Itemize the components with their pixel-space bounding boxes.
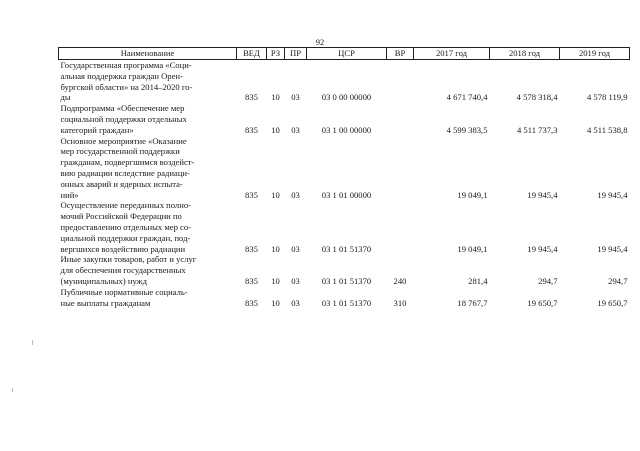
cell-2019: 19 945,4 bbox=[597, 189, 628, 200]
header-vr: ВР bbox=[387, 48, 414, 60]
name-line: бургской области» на 2014–2020 го- bbox=[60, 81, 193, 92]
cell-2017: 19 049,1 bbox=[457, 243, 488, 254]
table-row bbox=[59, 254, 630, 286]
cell-csr: 03 1 01 51370 bbox=[321, 297, 372, 308]
name-line: ний» bbox=[60, 189, 79, 200]
table-row bbox=[59, 200, 630, 254]
name-line: вергшихся воздействию радиации bbox=[60, 243, 186, 254]
cell-csr: 03 1 01 51370 bbox=[321, 243, 372, 254]
cell-2019: 4 578 119,9 bbox=[586, 92, 628, 103]
table-row bbox=[59, 103, 630, 135]
cell-rz: 10 bbox=[271, 243, 280, 254]
table-row bbox=[59, 136, 630, 201]
cell-name bbox=[59, 60, 237, 104]
cell-pr: 03 bbox=[291, 124, 300, 135]
cell-2019: 294,7 bbox=[608, 275, 628, 286]
name-line: вию радиации вследствие радиаци- bbox=[60, 167, 190, 178]
cell-ved: 835 bbox=[245, 124, 258, 135]
cell-2018: 19 945,4 bbox=[527, 189, 558, 200]
name-line: Государственная программа «Соци- bbox=[60, 60, 192, 70]
name-line: Подпрограмма «Обеспечение мер bbox=[60, 103, 185, 114]
name-line: Основное мероприятие «Оказание bbox=[60, 135, 187, 146]
cell-csr: 03 1 00 00000 bbox=[321, 124, 372, 135]
cell-rz: 10 bbox=[271, 189, 280, 200]
cell-rz: 10 bbox=[271, 92, 280, 103]
cell-ved: 835 bbox=[245, 275, 258, 286]
cell-2017: 4 599 383,5 bbox=[446, 124, 488, 135]
cell-2018: 19 945,4 bbox=[527, 243, 558, 254]
header-name: Наименование bbox=[59, 48, 237, 60]
cell-2017: 4 671 740,4 bbox=[446, 92, 488, 103]
cell-2018: 294,7 bbox=[538, 275, 558, 286]
cell-ved: 835 bbox=[245, 92, 258, 103]
cell-ved: 835 bbox=[245, 189, 258, 200]
table-row bbox=[59, 60, 630, 104]
name-line: Иные закупки товаров, работ и услуг bbox=[60, 254, 197, 265]
cell-pr: 03 bbox=[291, 297, 300, 308]
header-2017: 2017 год bbox=[414, 48, 490, 60]
cell-ved: 835 bbox=[245, 297, 258, 308]
name-line: социальной поддержки отдельных bbox=[60, 113, 187, 124]
name-line: (муниципальных) нужд bbox=[60, 275, 147, 286]
name-line: Осуществление переданных полно- bbox=[60, 200, 191, 211]
cell-vr bbox=[387, 200, 414, 254]
name-line: циальной поддержки граждан, под- bbox=[60, 232, 191, 243]
cell-name bbox=[59, 136, 237, 201]
cell-2018: 4 578 318,4 bbox=[516, 92, 558, 103]
cell-vr: 310 bbox=[393, 297, 407, 308]
table-header bbox=[59, 48, 630, 60]
name-line: предоставлению отдельных мер со- bbox=[60, 221, 191, 232]
cell-vr bbox=[387, 60, 414, 104]
cell-ved: 835 bbox=[245, 243, 258, 254]
cell-2019: 4 511 538,8 bbox=[586, 124, 628, 135]
header-rz: РЗ bbox=[267, 48, 285, 60]
header-ved: ВЕД bbox=[237, 48, 267, 60]
cell-2017: 19 049,1 bbox=[457, 189, 488, 200]
name-line: Публичные нормативные социаль- bbox=[60, 286, 188, 297]
cell-rz: 10 bbox=[271, 275, 280, 286]
name-line: мер государственной поддержки bbox=[60, 146, 180, 157]
cell-vr: 240 bbox=[393, 275, 407, 286]
cell-csr: 03 1 01 00000 bbox=[321, 189, 372, 200]
name-line: для обеспечения государственных bbox=[60, 265, 186, 276]
cell-rz: 10 bbox=[271, 297, 280, 308]
name-line: ные выплаты гражданам bbox=[60, 297, 151, 308]
cell-pr: 03 bbox=[291, 243, 300, 254]
cell-2018: 19 650,7 bbox=[527, 297, 558, 308]
name-line: мочий Российской Федерации по bbox=[60, 211, 182, 222]
cell-csr: 03 0 00 00000 bbox=[321, 92, 372, 103]
header-pr: ПР bbox=[285, 48, 307, 60]
page-number: 92 bbox=[315, 37, 325, 47]
cell-pr: 03 bbox=[291, 275, 300, 286]
header-2018: 2018 год bbox=[490, 48, 560, 60]
cell-2019: 19 650,7 bbox=[597, 297, 628, 308]
cell-csr: 03 1 01 51370 bbox=[321, 275, 372, 286]
cell-name bbox=[59, 103, 237, 135]
scan-mark bbox=[12, 388, 13, 392]
name-line: онных аварий и ядерных испыта- bbox=[60, 178, 183, 189]
cell-2019: 19 945,4 bbox=[597, 243, 628, 254]
cell-2017: 18 767,7 bbox=[457, 297, 488, 308]
cell-name bbox=[59, 287, 237, 309]
cell-rz: 10 bbox=[271, 124, 280, 135]
cell-pr: 03 bbox=[291, 189, 300, 200]
name-line: гражданам, подвергшимся воздейст- bbox=[60, 157, 195, 168]
header-csr: ЦСР bbox=[307, 48, 387, 60]
cell-name bbox=[59, 200, 237, 254]
cell-vr bbox=[387, 103, 414, 135]
table-row bbox=[59, 287, 630, 309]
cell-2018: 4 511 737,3 bbox=[516, 124, 558, 135]
cell-pr: 03 bbox=[291, 92, 300, 103]
cell-name bbox=[59, 254, 237, 286]
name-line: категорий граждан» bbox=[60, 124, 134, 135]
name-line: альная поддержка граждан Орен- bbox=[60, 70, 183, 81]
scan-mark bbox=[32, 340, 33, 345]
cell-vr bbox=[387, 136, 414, 201]
name-line: ды bbox=[60, 92, 71, 103]
budget-table bbox=[58, 47, 630, 308]
cell-2017: 281,4 bbox=[468, 275, 488, 286]
header-2019: 2019 год bbox=[560, 48, 630, 60]
